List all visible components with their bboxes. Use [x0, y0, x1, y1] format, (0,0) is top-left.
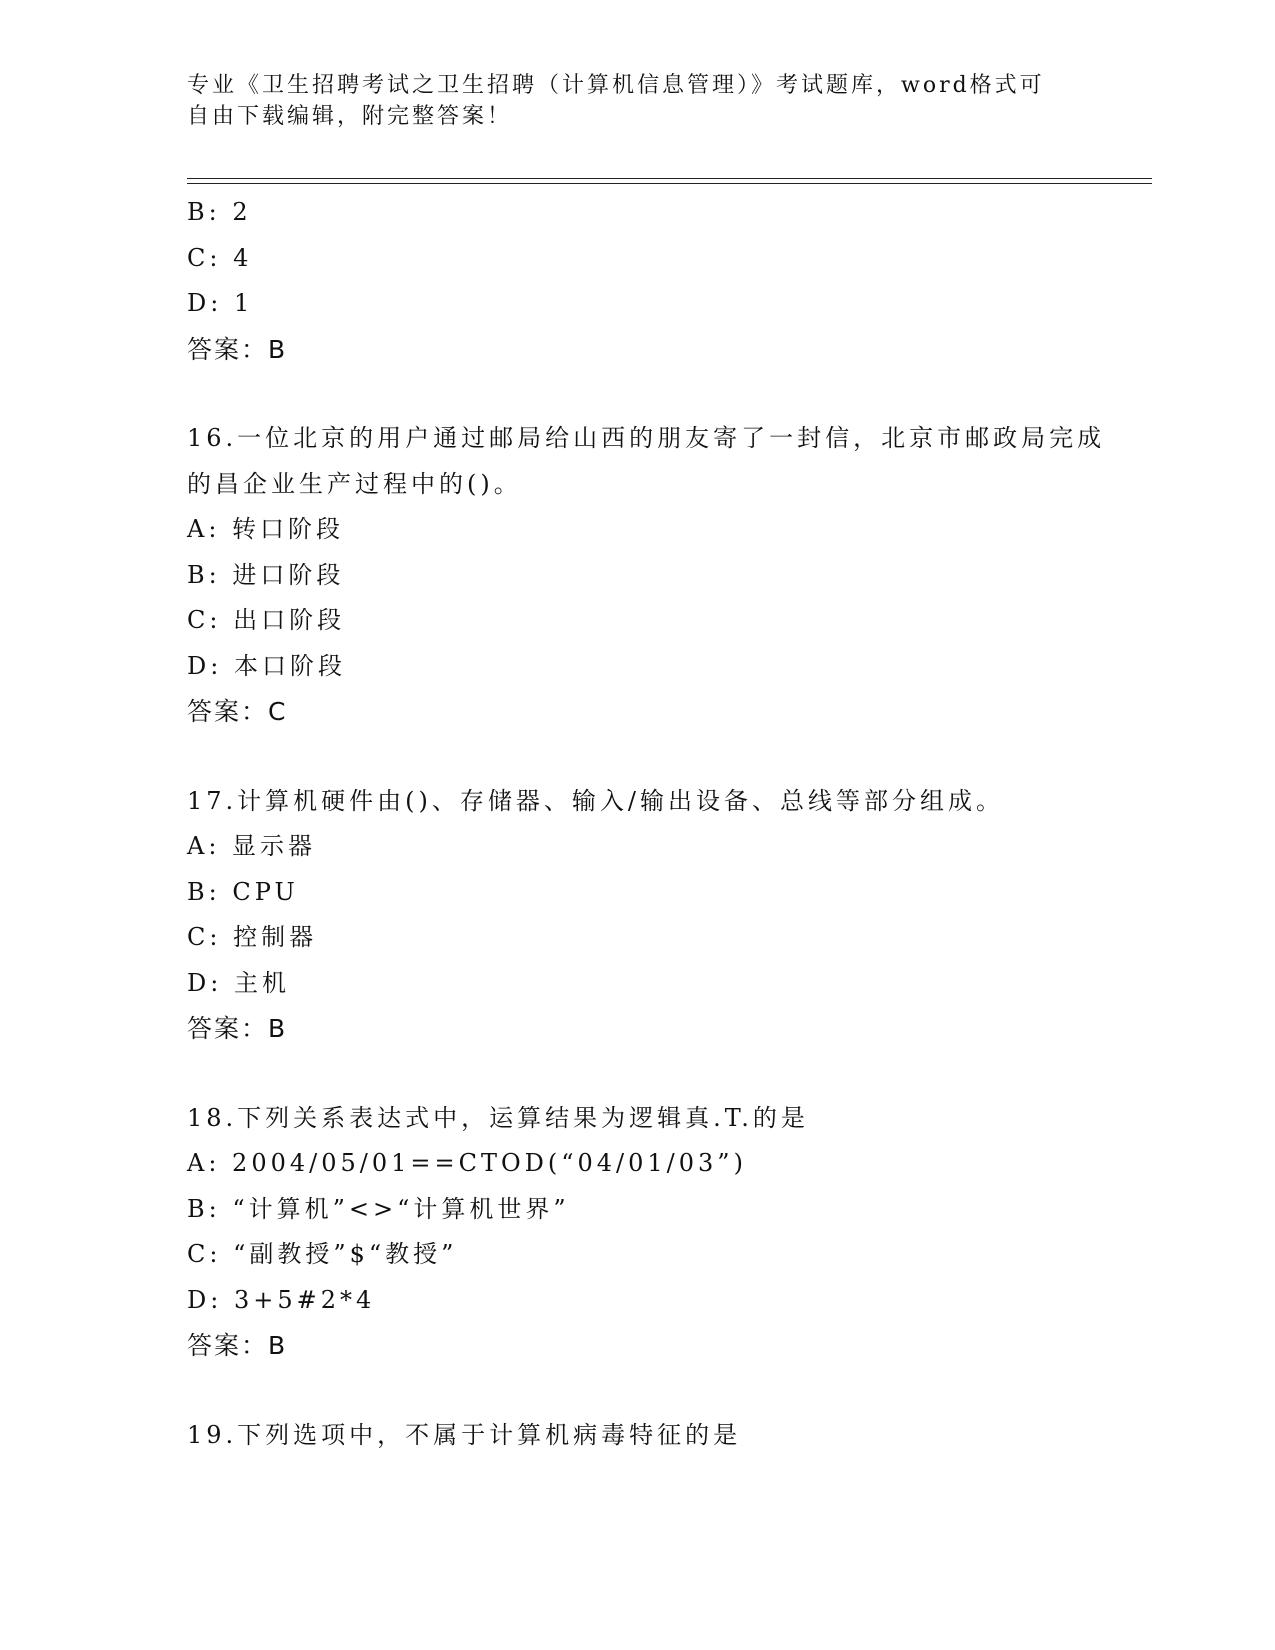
question-18 [187, 1096, 1127, 1369]
option-d: D: 主机 [187, 968, 290, 997]
answer-line: 答案：B [187, 334, 288, 364]
option-d: D: 1 [187, 289, 254, 317]
question-19 [187, 1413, 1127, 1459]
option-c: C: 4 [187, 243, 253, 272]
question-text: 18.下列关系表达式中，运算结果为逻辑真.T.的是 [187, 1103, 809, 1132]
option-a: A: 显示器 [187, 832, 317, 860]
question-list [187, 190, 1127, 1458]
option-a: A: 2004/05/01==CTOD(“04/01/03”) [187, 1149, 747, 1177]
question-text: 17.计算机硬件由()、存储器、输入/输出设备、总线等部分组成。 [187, 786, 1004, 815]
question-16 [187, 416, 1127, 735]
document-header: 专业《卫生招聘考试之卫生招聘（计算机信息管理）》考试题库，word格式可自由下载编辑，附完整答案！ [187, 73, 1045, 129]
answer-line: 答案：B [187, 1331, 288, 1360]
question-17 [187, 779, 1127, 1052]
option-d: D: 3+5#2*4 [187, 1285, 376, 1314]
question-text: 19.下列选项中，不属于计算机病毒特征的是 [187, 1420, 742, 1449]
prev-question-block [187, 190, 1127, 372]
option-c: C: “副教授”$“教授” [187, 1240, 458, 1268]
header-rule-bottom [187, 183, 1152, 184]
option-c: C: 控制器 [187, 923, 318, 951]
option-b: B: “计算机”<>“计算机世界” [187, 1194, 570, 1223]
option-d: D: 本口阶段 [187, 651, 346, 680]
option-b: B: CPU [187, 877, 299, 906]
option-a: A: 转口阶段 [187, 515, 345, 543]
question-text: 16.一位北京的用户通过邮局给山西的朋友寄了一封信，北京市邮政局完成的昌企业生产过程中的()。 [187, 424, 1106, 498]
answer-line: 答案：C [187, 697, 288, 726]
header-rule-top [187, 178, 1152, 179]
answer-line: 答案：B [187, 1014, 288, 1043]
option-c: C: 出口阶段 [187, 606, 346, 634]
option-b: B: 2 [187, 198, 252, 226]
option-b: B: 进口阶段 [187, 560, 345, 589]
